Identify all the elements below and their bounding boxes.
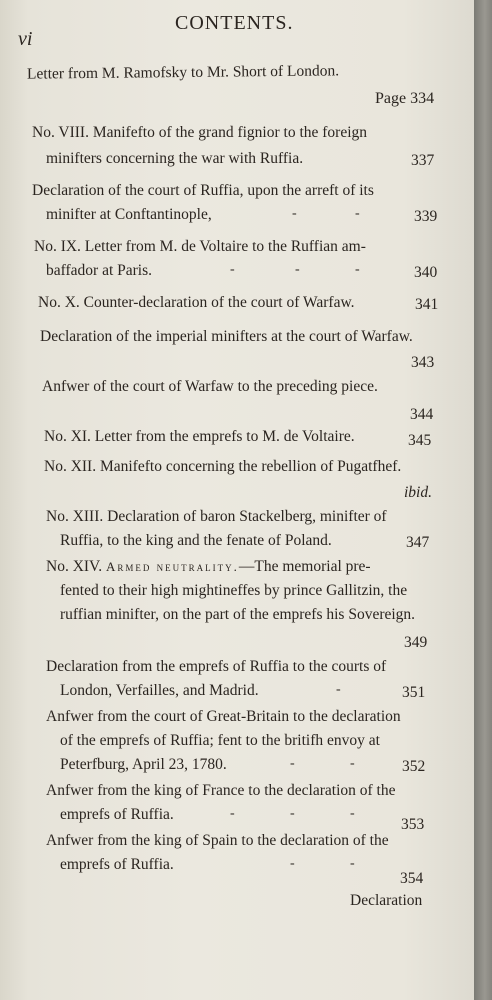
leader-dash: - xyxy=(290,756,295,771)
entry-text: No. X. Counter-declaration of the court of Warfaw. xyxy=(38,294,355,311)
entry-page: 341 xyxy=(415,296,439,313)
entry-text xyxy=(46,558,371,576)
entry-text-continued: —The memorial pre- xyxy=(238,558,371,575)
entry-page: 354 xyxy=(400,870,424,887)
entry-text: emprefs of Ruffia. xyxy=(60,806,174,823)
leader-dash: - xyxy=(350,756,355,771)
entry-page: 345 xyxy=(408,432,432,449)
entry-text: No. XI. Letter from the emprefs to M. de Voltaire. xyxy=(44,428,355,445)
entry-text: Declaration from the emprefs of Ruffia to the courts of xyxy=(46,658,387,675)
entry-text: emprefs of Ruffia. xyxy=(60,856,174,873)
entry-page: 347 xyxy=(406,534,430,551)
entry-page: 337 xyxy=(411,152,435,169)
entry-page: 343 xyxy=(411,354,435,371)
entry-text: baffador at Paris. xyxy=(46,262,153,279)
entry-number: No. XIV. xyxy=(46,558,103,575)
entry-text: minifter at Conftantinople, xyxy=(46,206,212,223)
entry-text: No. XII. Manifefto concerning the rebellion of Pugatfhef. xyxy=(44,458,402,475)
entry-page: 339 xyxy=(414,208,438,225)
entry-page: Page 334 xyxy=(375,90,435,107)
entry-page: 352 xyxy=(402,758,426,775)
leader-dash: - xyxy=(355,206,360,221)
page-number: vi xyxy=(18,28,33,50)
entry-text: Letter from M. Ramofsky to Mr. Short of London. xyxy=(26,62,340,83)
entry-text: Declaration of the imperial minifters at the court of Warfaw. xyxy=(40,328,413,345)
entry-page: 349 xyxy=(404,634,428,651)
entry-text: No. VIII. Manifefto of the grand fignior to the foreign xyxy=(32,124,368,141)
entry-text: No. XIII. Declaration of baron Stackelberg, minifter of xyxy=(46,508,387,525)
leader-dash: - xyxy=(350,856,355,871)
entry-text: Ruffia, to the king and the fenate of Poland. xyxy=(60,532,332,549)
leader-dash: - xyxy=(336,682,341,697)
entry-text: Anfwer from the court of Great-Britain to the declaration xyxy=(46,708,401,725)
page-title: CONTENTS. xyxy=(175,12,294,34)
leader-dash: - xyxy=(355,262,360,277)
entry-page: 340 xyxy=(414,264,438,281)
leader-dash: - xyxy=(295,262,300,277)
leader-dash: - xyxy=(230,806,235,821)
entry-page: 353 xyxy=(401,816,425,833)
entry-text: No. IX. Letter from M. de Voltaire to the Ruffian am- xyxy=(34,238,366,255)
entry-text: Anfwer from the king of France to the declaration of the xyxy=(46,782,396,799)
leader-dash: - xyxy=(230,262,235,277)
entry-text: London, Verfailles, and Madrid. xyxy=(60,682,259,699)
entry-page: 344 xyxy=(410,406,434,423)
leader-dash: - xyxy=(350,806,355,821)
entry-text: fented to their high mightineffes by prince Gallitzin, the xyxy=(60,582,408,599)
entry-text: minifters concerning the war with Ruffia. xyxy=(46,150,304,167)
entry-text: Anfwer from the king of Spain to the declaration of the xyxy=(46,832,389,849)
entry-page: ibid. xyxy=(404,484,432,501)
leader-dash: - xyxy=(292,206,297,221)
catchword: Declaration xyxy=(350,892,423,909)
entry-text: Declaration of the court of Ruffia, upon the arreft of its xyxy=(32,182,374,199)
entry-text: ruffian minifter, on the part of the emprefs his Sovereign. xyxy=(60,606,416,623)
entry-page: 351 xyxy=(402,684,426,701)
entry-heading: Armed neutrality. xyxy=(106,559,239,574)
entry-text: Peterfburg, April 23, 1780. xyxy=(60,756,227,773)
leader-dash: - xyxy=(290,856,295,871)
entry-text: of the emprefs of Ruffia; fent to the britifh envoy at xyxy=(60,732,380,749)
entry-text: Anfwer of the court of Warfaw to the preceding piece. xyxy=(42,378,378,395)
leader-dash: - xyxy=(290,806,295,821)
book-edge xyxy=(474,0,492,1000)
